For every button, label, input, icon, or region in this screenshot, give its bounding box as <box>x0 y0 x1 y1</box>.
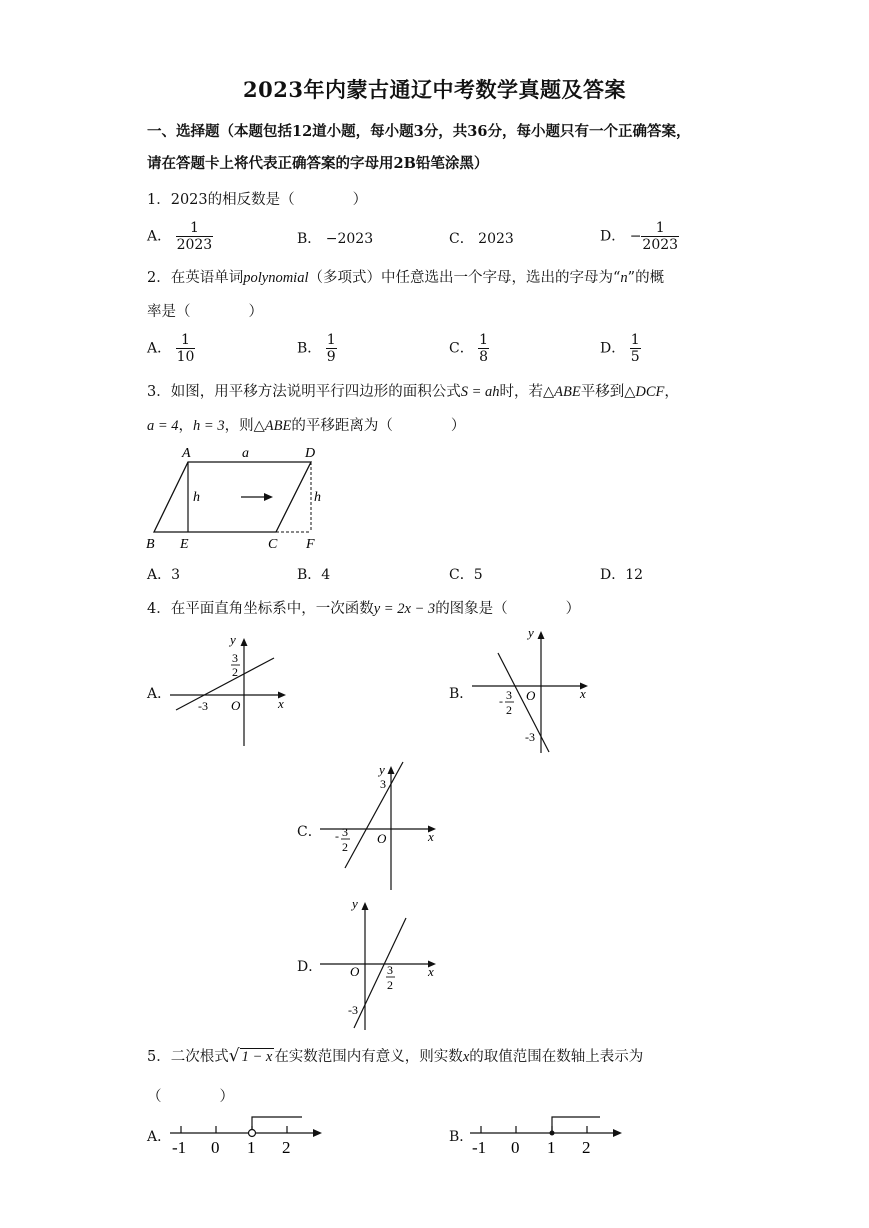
option-label: D． <box>600 228 626 245</box>
label-D: D <box>305 446 316 461</box>
q4-text: 4．在平面直角坐标系中，一次函数 <box>147 601 374 617</box>
q1-option-c <box>449 228 514 248</box>
denominator: 2023 <box>642 237 679 253</box>
label-a: a <box>242 446 249 461</box>
q4-option-b-label: B． <box>449 686 474 702</box>
y-label: y <box>379 762 385 777</box>
tick-label: -1 <box>472 1138 487 1157</box>
q5-option-b-label: B． <box>449 1129 474 1145</box>
q3-h-value: h = 3 <box>193 418 225 434</box>
q4-graph-b <box>470 623 594 755</box>
numerator: 1 <box>655 220 665 236</box>
q4-graph-d <box>318 894 442 1032</box>
q5-stem <box>147 1045 643 1066</box>
q3-text: ，则 <box>224 418 254 434</box>
closed-point <box>550 1131 555 1136</box>
option-value: 2023 <box>478 231 514 247</box>
intercept-numerator: 3 <box>232 651 238 665</box>
x-label: x <box>278 696 284 711</box>
function-line <box>176 658 274 710</box>
option-label: D． <box>600 340 626 357</box>
q2-stem-c: ”的概 <box>627 270 665 286</box>
minus-sign: - <box>499 694 503 708</box>
q4-stem <box>147 597 580 618</box>
q2-word: polynomial <box>243 270 309 286</box>
origin-label: O <box>377 831 387 846</box>
numerator: 1 <box>630 332 640 348</box>
q3-triangle-abe: △ABE <box>253 418 292 434</box>
arrow-icon <box>264 493 273 501</box>
tick-label: 0 <box>511 1138 520 1157</box>
fraction <box>176 332 196 365</box>
y-arrow-icon <box>388 766 395 774</box>
label-h-right: h <box>314 490 321 505</box>
q3-stem-line2 <box>147 414 465 435</box>
x-label: x <box>580 686 586 701</box>
q3-triangle-abe: △ABE <box>543 384 581 400</box>
q2-option-a <box>147 332 195 365</box>
function-line <box>345 762 403 868</box>
open-point <box>249 1130 256 1137</box>
q5-number-line-a <box>166 1110 326 1158</box>
fraction <box>478 332 489 365</box>
q5-text: 5．二次根式 <box>147 1049 229 1065</box>
x-label: x <box>428 964 434 979</box>
y-arrow-icon <box>241 638 248 646</box>
q4-option-a-label: A． <box>147 686 172 702</box>
option-label: C． <box>449 231 474 247</box>
origin-label: O <box>350 964 360 979</box>
y-label: y <box>230 632 236 647</box>
intercept-numerator: 3 <box>387 963 393 977</box>
q1-option-b <box>297 228 373 248</box>
tick-label: -1 <box>172 1138 187 1157</box>
q2-stem-line1 <box>147 266 664 287</box>
q3-option-b: B．4 <box>297 567 331 583</box>
intercept-numerator: 3 <box>506 688 512 702</box>
y-label: y <box>352 896 358 911</box>
numerator: 1 <box>479 332 489 348</box>
q3-text: 3．如图，用平移方法说明平行四边形的面积公式 <box>147 384 461 400</box>
fraction <box>641 220 679 253</box>
tick-label: 1 <box>547 1138 556 1157</box>
q2-stem-line2: 率是（ ） <box>147 304 263 320</box>
fraction <box>326 332 337 365</box>
intercept-denominator: 2 <box>342 840 348 854</box>
q3-stem-line1 <box>147 380 679 401</box>
q4-graph-a <box>168 630 292 748</box>
x-label: x <box>428 829 434 844</box>
tick-label: 0 <box>211 1138 220 1157</box>
q3-text: 时，若 <box>499 384 544 400</box>
denominator: 9 <box>326 349 336 365</box>
label-B: B <box>146 537 155 552</box>
label-h-left: h <box>193 490 200 505</box>
q3-text: ， <box>178 418 194 434</box>
numerator: 1 <box>181 332 190 348</box>
y-tick-label: -3 <box>348 1003 358 1017</box>
q3-text: ， <box>664 384 679 400</box>
q2-stem-b: （多项式）中任意选出一个字母，选出的字母为“ <box>308 270 621 286</box>
denominator: 10 <box>176 349 195 365</box>
intercept-denominator: 2 <box>387 978 393 992</box>
parallelogram-figure <box>140 442 340 554</box>
fraction <box>630 332 641 365</box>
option-label: B． <box>297 231 322 247</box>
option-label: A． <box>147 340 172 357</box>
option-label: C． <box>449 340 474 357</box>
q3-text: 的平移距离为（ ） <box>291 418 466 434</box>
q2-option-b <box>297 332 337 365</box>
tick-label: 2 <box>282 1138 291 1157</box>
numerator: 1 <box>326 332 336 348</box>
y-tick-label: -3 <box>525 730 535 744</box>
q5-option-a-label: A． <box>147 1129 172 1145</box>
q3-text: 平移到 <box>580 384 625 400</box>
minus-sign: - <box>335 829 339 843</box>
sqrt-icon: √ <box>228 1046 240 1066</box>
origin-label: O <box>526 688 536 703</box>
q5-paren: （ ） <box>147 1089 234 1105</box>
q4-option-d-label: D． <box>297 959 323 975</box>
origin-label: O <box>231 698 241 713</box>
fraction <box>176 220 214 253</box>
option-label: A． <box>147 228 172 245</box>
y-arrow-icon <box>362 902 369 910</box>
range-bracket <box>552 1117 600 1133</box>
q3-formula: S = ah <box>460 384 500 400</box>
intercept-numerator: 3 <box>342 825 348 839</box>
section-heading-line2: 请在答题卡上将代表正确答案的字母用2B铅笔涂黑） <box>147 155 489 172</box>
label-C: C <box>268 537 278 552</box>
q5-variable: x <box>462 1049 470 1065</box>
function-line <box>354 918 406 1028</box>
tick-label: 1 <box>247 1138 256 1157</box>
arrow-icon <box>613 1129 622 1137</box>
label-F: F <box>306 537 315 552</box>
q5-text: 在实数范围内有意义，则实数 <box>274 1049 463 1065</box>
q4-graph-c <box>318 758 442 892</box>
q2-option-c <box>449 332 489 365</box>
numerator: 1 <box>189 220 199 236</box>
y-tick-label: 3 <box>380 777 386 791</box>
denominator: 5 <box>630 349 640 365</box>
denominator: 8 <box>479 349 489 365</box>
q5-radicand: 1 − x <box>241 1049 273 1065</box>
q4-text: 的图象是（ ） <box>435 601 581 617</box>
section-heading-line1: 一、选择题（本题包括12道小题，每小题3分，共36分，每小题只有一个正确答案， <box>147 123 691 140</box>
q3-option-d: D．12 <box>600 567 644 583</box>
y-arrow-icon <box>538 631 545 639</box>
q2-letter: n <box>620 270 628 286</box>
q3-option-c: C．5 <box>449 567 483 583</box>
q4-option-c-label: C． <box>297 824 322 840</box>
q1-stem: 1．2023的相反数是（ ） <box>147 192 368 208</box>
x-tick-label: -3 <box>198 699 208 713</box>
y-label: y <box>528 625 534 640</box>
label-E: E <box>180 537 189 552</box>
q2-option-d <box>600 332 641 365</box>
q5-text: 的取值范围在数轴上表示为 <box>469 1049 644 1065</box>
label-A: A <box>182 446 191 461</box>
option-value: −2023 <box>325 231 374 247</box>
q2-stem-a: 2．在英语单词 <box>147 270 244 286</box>
sign: − <box>629 228 642 245</box>
arrow-icon <box>313 1129 322 1137</box>
q4-function: y = 2x − 3 <box>373 601 436 617</box>
tick-label: 2 <box>582 1138 591 1157</box>
intercept-denominator: 2 <box>232 665 238 679</box>
range-bracket <box>252 1117 302 1129</box>
page-title: 2023年内蒙古通辽中考数学真题及答案 <box>243 77 626 102</box>
q1-option-a <box>147 220 213 253</box>
q3-triangle-dcf: △DCF <box>624 384 665 400</box>
q1-option-d <box>600 220 679 253</box>
q3-a-value: a = 4 <box>147 418 179 434</box>
q5-number-line-b <box>466 1110 626 1158</box>
q3-option-a: A．3 <box>147 567 181 583</box>
denominator: 2023 <box>176 237 213 253</box>
intercept-denominator: 2 <box>506 703 512 717</box>
parallelogram <box>154 462 311 532</box>
option-label: B． <box>297 340 322 357</box>
